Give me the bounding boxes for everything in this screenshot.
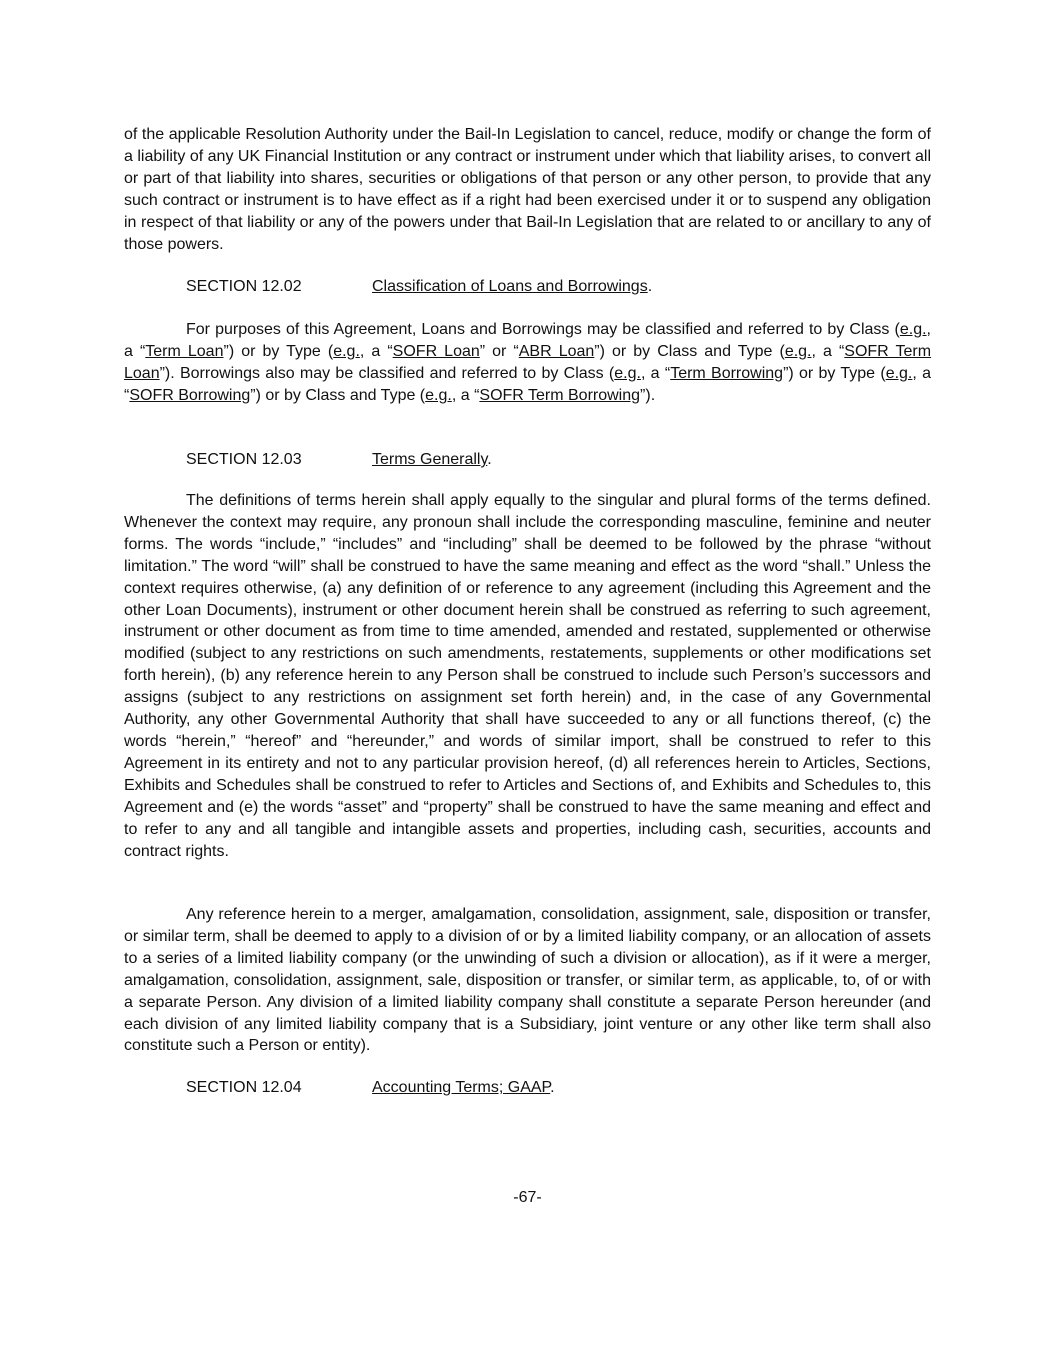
text-run: ”) or by Class and Type ( bbox=[594, 342, 785, 360]
section-number: SECTION 12.04 bbox=[186, 1079, 302, 1096]
section-number: SECTION 12.02 bbox=[186, 278, 302, 295]
text-run: , a “ bbox=[811, 342, 845, 360]
defined-term-sofr-loan: SOFR Loan bbox=[392, 342, 480, 360]
section-heading-12-02 bbox=[186, 276, 652, 298]
defined-term-term-borrowing: Term Borrowing bbox=[670, 364, 784, 382]
section-title: Terms Generally bbox=[372, 451, 488, 468]
paragraph-classification bbox=[124, 319, 931, 407]
text-run: ”) or by Type ( bbox=[223, 342, 334, 360]
defined-term-sofr-borrowing: SOFR Borrowing bbox=[129, 386, 251, 404]
text-run: , a “ bbox=[359, 342, 393, 360]
text-run: , a “ bbox=[124, 364, 931, 404]
text-run: ”) or by Class and Type ( bbox=[250, 386, 426, 404]
section-title-period: . bbox=[647, 278, 653, 295]
text-run: ” or “ bbox=[479, 342, 519, 360]
text-run: , a “ bbox=[640, 364, 671, 382]
eg-term: e.g. bbox=[899, 321, 927, 338]
paragraph-bail-in: of the applicable Resolution Authority under the Bail-In Legislation to cancel, reduce, modify or change the form of a liability of any UK Financial Institution or any contract or instrument under which that liability arises, to convert all or part of that liability into shares, securities or obligations of that person or any other person, to provide that any such contract or instrument is to have effect as if a right had been exercised under it or to suspend any obligation in respect of that liability or any of the powers under that Bail-In Legislation that are related to or ancillary to any of those powers. bbox=[124, 126, 931, 253]
eg-term: e.g. bbox=[614, 364, 641, 382]
eg-term: e.g. bbox=[333, 342, 360, 360]
eg-term: e.g. bbox=[885, 364, 913, 382]
paragraph-division-reference: Any reference herein to a merger, amalgamation, consolidation, assignment, sale, disposition or transfer, or similar term, shall be deemed to apply to a division of or by a limited liability company, or an allocation of assets to a series of a limited liability company (or the unwinding of such a division or allocation), as if it were a merger, amalgamation, consolidation, assignment, sale, disposition or transfer, or similar term, as applicable, to, of or with a separate Person. Any division of a limited liability company shall constitute a separate Person hereunder (and each division of any limited liability company that is a Subsidiary, joint venture or any other like term shall also constitute such a Person or entity). bbox=[124, 906, 931, 1055]
eg-term: e.g. bbox=[784, 342, 812, 360]
eg-term: e.g. bbox=[425, 386, 452, 404]
section-number: SECTION 12.03 bbox=[186, 451, 302, 468]
page-number: -67- bbox=[513, 1189, 542, 1206]
section-title-period: . bbox=[550, 1079, 555, 1096]
section-heading-12-03 bbox=[186, 449, 492, 471]
section-title: Accounting Terms; GAAP bbox=[372, 1079, 551, 1096]
section-title: Classification of Loans and Borrowings bbox=[372, 278, 648, 295]
text-run: ”). bbox=[640, 386, 656, 404]
defined-term-abr-loan: ABR Loan bbox=[518, 342, 595, 360]
defined-term-sofr-term-loan: SOFR Term Loan bbox=[124, 342, 932, 382]
text-run: For purposes of this Agreement, Loans and Borrowings may be classified and referred to by Class ( bbox=[186, 321, 900, 338]
paragraph-terms-generally: The definitions of terms herein shall apply equally to the singular and plural forms of the terms defined. Whenever the context may require, any pronoun shall include the corresponding masculine, feminine and neuter forms. The words “include,” “includes” and “including” shall be deemed to be followed by the phrase “without limitation.” The word “will” shall be construed to have the same meaning and effect as the word “shall.” Unless the context requires otherwise, (a) any definition of or reference to any agreement (including this Agreement and the other Loan Documents), instrument or other document herein shall be construed as referring to such agreement, instrument or other document as from time to time amended, amended and restated, supplemented or otherwise modified (subject to any restrictions on such amendments, restatements, supplements or other modifications set forth herein), (b) any reference herein to any Person shall be construed to include such Person’s successors and assigns (subject to any restrictions on assignment set forth herein) and, in the case of any Governmental Authority, any other Governmental Authority that shall have succeeded to any or all functions thereof, (c) the words “herein,” “hereof” and “hereunder,” and words of similar import, shall be construed to refer to this Agreement in its entirety and not to any particular provision hereof, (d) all references herein to Articles, Sections, Exhibits and Schedules shall be construed to refer to Articles and Sections of, and Exhibits and Schedules to, this Agreement and (e) the words “asset” and “property” shall be construed to have the same meaning and effect and to refer to any and all tangible and intangible assets and properties, including cash, securities, accounts and contract rights. bbox=[124, 492, 931, 860]
text-run: , a “ bbox=[124, 321, 931, 360]
section-title-period: . bbox=[487, 451, 492, 468]
text-run: ”) or by Type ( bbox=[783, 364, 886, 382]
section-heading-12-04 bbox=[186, 1077, 555, 1099]
text-run: , a “ bbox=[451, 386, 480, 404]
defined-term-sofr-term-borrowing: SOFR Term Borrowing bbox=[479, 386, 641, 404]
defined-term-term-loan: Term Loan bbox=[145, 342, 224, 360]
text-run: ”). Borrowings also may be classified and referred to by Class ( bbox=[159, 364, 615, 382]
